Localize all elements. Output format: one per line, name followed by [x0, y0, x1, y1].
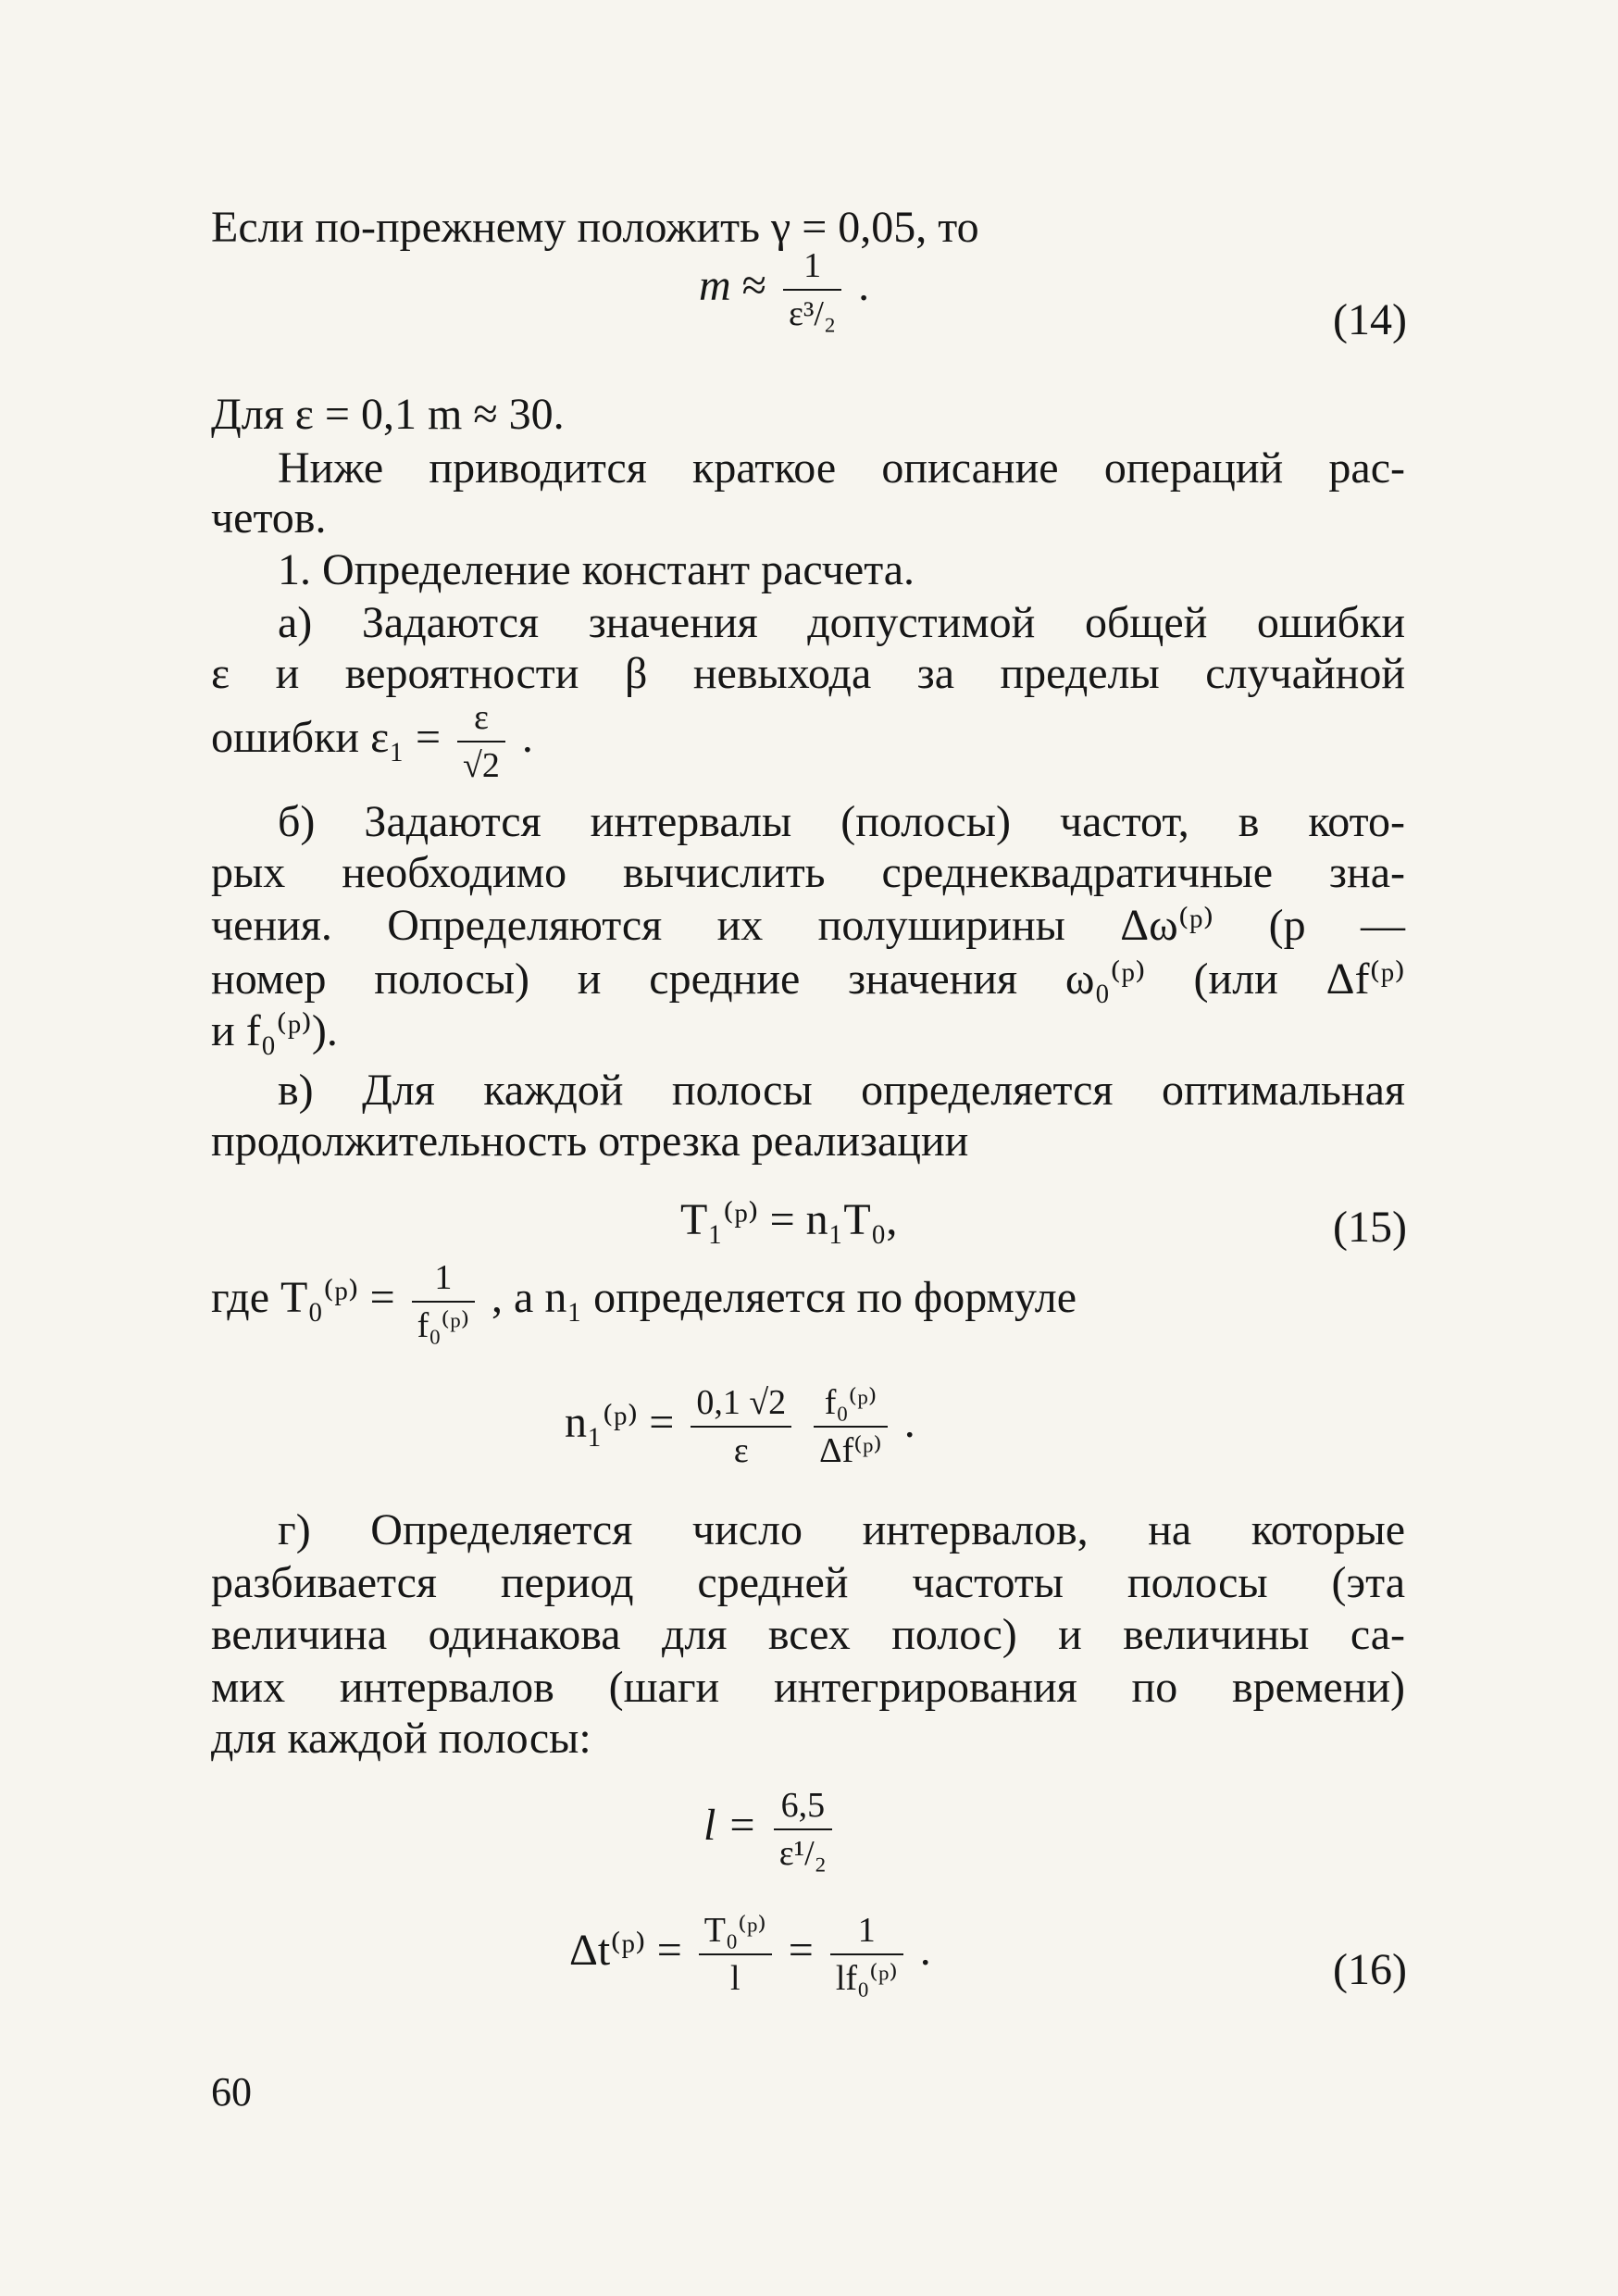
equation-number: (15) — [1333, 1203, 1407, 1252]
numerator: 1 — [783, 243, 841, 291]
formula-tail: , а n₁ определяется по формуле — [492, 1273, 1077, 1323]
text-line: г) Определяется число интервалов, на которые — [278, 1505, 1405, 1554]
eq-lhs: l = — [703, 1801, 757, 1851]
fraction — [774, 1782, 832, 1877]
formula-line — [211, 1254, 1405, 1349]
text-line: продолжительность отрезка реализации — [211, 1117, 969, 1166]
eq-tail: . — [858, 261, 870, 311]
formula-lead: ошибки ε₁ = — [211, 713, 442, 763]
text-line: величина одинакова для всех полос) и величины са- — [211, 1610, 1405, 1659]
formula-lead: где T₀⁽ᵖ⁾ = — [211, 1273, 395, 1323]
eq-rel: ≈ — [741, 261, 767, 311]
denominator: ε³/₂ — [789, 294, 837, 333]
denominator: lf₀⁽ᵖ⁾ — [835, 1959, 898, 1998]
text-line: рых необходимо вычислить среднеквадратичные зна- — [211, 848, 1405, 897]
text-line: чения. Определяются их полуширины Δω⁽ᵖ⁾ (p — — [211, 901, 1405, 950]
equation-l — [703, 1782, 838, 1877]
fraction — [830, 1907, 903, 2002]
text-line: в) Для каждой полосы определяется оптимальная — [278, 1066, 1405, 1115]
fraction — [412, 1254, 475, 1349]
denominator: ε¹/₂ — [778, 1834, 827, 1873]
text-line: и f₀⁽ᵖ⁾). — [211, 1006, 338, 1055]
text-line: 1. Определение констант расчета. — [278, 545, 915, 594]
text-line: разбивается период средней частоты полосы (эта — [211, 1558, 1405, 1607]
equation-n1 — [565, 1379, 915, 1474]
numerator: 1 — [412, 1254, 475, 1303]
equation-14 — [699, 243, 869, 337]
fraction — [699, 1907, 772, 2002]
text-line: четов. — [211, 493, 327, 543]
text-line: Для ε = 0,1 m ≈ 30. — [211, 390, 565, 439]
fraction — [814, 1379, 888, 1474]
page-number: 60 — [211, 2069, 252, 2115]
equation-15: T₁⁽ᵖ⁾ = n₁T₀, — [680, 1195, 898, 1244]
equation-number: (14) — [1333, 295, 1407, 344]
numerator: ε — [457, 694, 505, 742]
eq-tail: . — [919, 1926, 931, 1976]
eq-lhs: m — [699, 261, 731, 311]
denominator: Δf⁽ᵖ⁾ — [819, 1431, 882, 1470]
text-line: Ниже приводится краткое описание операций рас- — [278, 443, 1405, 493]
numerator: 0,1 √2 — [691, 1379, 791, 1428]
fraction — [457, 694, 505, 789]
eq-lhs: n₁⁽ᵖ⁾ = — [565, 1398, 675, 1448]
eq-lhs: Δt⁽ᵖ⁾ = — [569, 1926, 682, 1976]
equation-number: (16) — [1333, 1945, 1407, 1994]
equation-16 — [569, 1907, 931, 2002]
denominator: f₀⁽ᵖ⁾ — [417, 1306, 470, 1345]
text-line: Если по-прежнему положить γ = 0,05, то — [211, 203, 979, 252]
text-line: номер полосы) и средние значения ω₀⁽ᵖ⁾ (или Δf⁽ᵖ⁾ — [211, 955, 1405, 1004]
eq-mid: = — [788, 1926, 814, 1976]
denominator: l — [729, 1959, 741, 1998]
numerator: f₀⁽ᵖ⁾ — [814, 1379, 888, 1428]
denominator: √2 — [463, 746, 500, 785]
text-line: ε и вероятности β невыхода за пределы случайной — [211, 649, 1405, 698]
numerator: 1 — [830, 1907, 903, 1955]
numerator: T₀⁽ᵖ⁾ — [699, 1907, 772, 1955]
text-line: а) Задаются значения допустимой общей ошибки — [278, 598, 1405, 647]
text-line: б) Задаются интервалы (полосы) частот, в кото- — [278, 797, 1405, 846]
formula-line — [211, 694, 1405, 789]
denominator: ε — [733, 1431, 749, 1470]
eq-tail: . — [903, 1398, 915, 1448]
fraction — [691, 1379, 791, 1474]
text-line: мих интервалов (шаги интегрирования по времени) — [211, 1663, 1405, 1712]
text-line: для каждой полосы: — [211, 1714, 591, 1763]
numerator: 6,5 — [774, 1782, 832, 1830]
fraction — [783, 243, 841, 337]
formula-tail: . — [521, 713, 533, 763]
